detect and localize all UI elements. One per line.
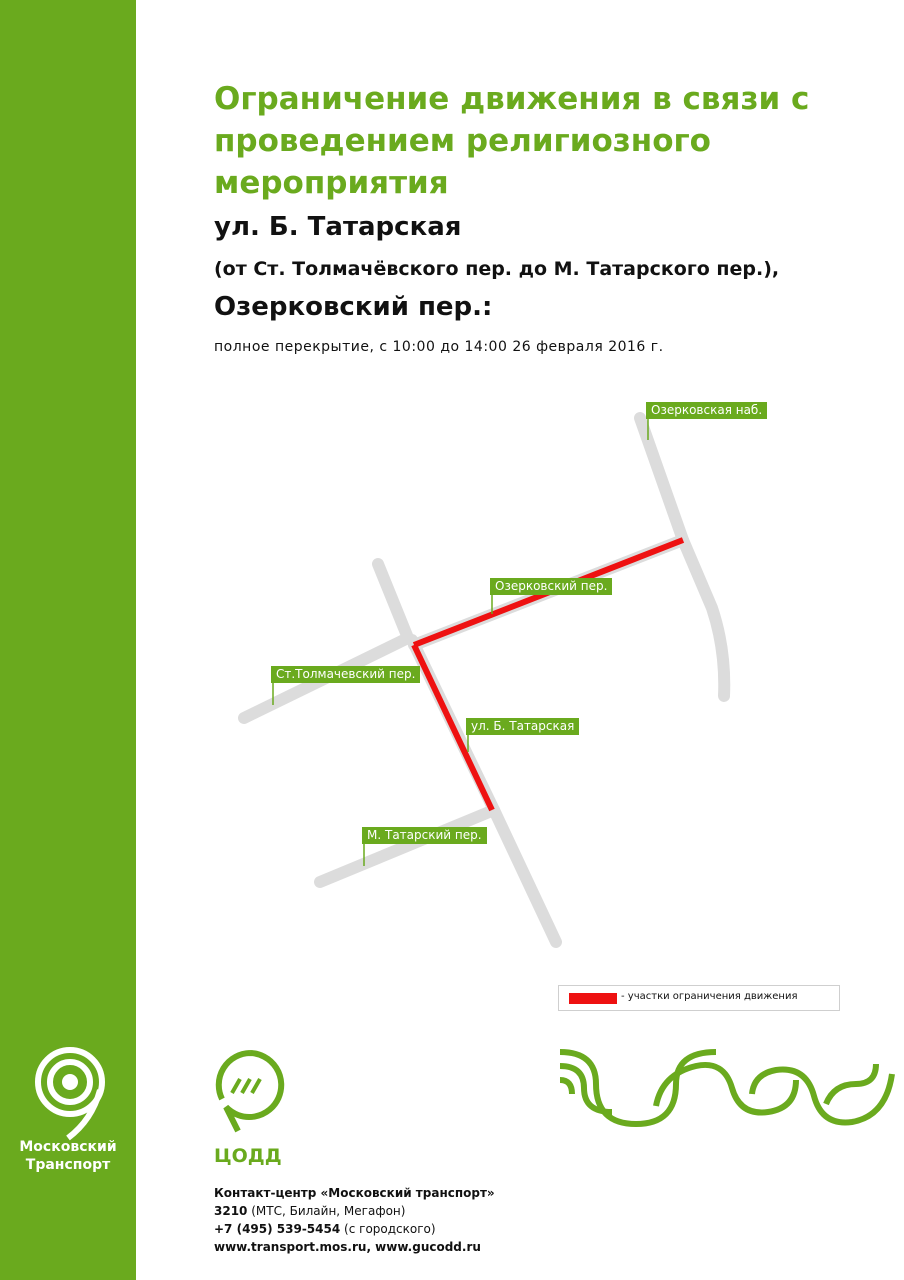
codd-text: ЦОДД — [214, 1145, 282, 1167]
page-title: Ограничение движения в связи с проведением религиозного мероприятия — [214, 81, 810, 201]
contact-short-number: 3210 — [214, 1204, 248, 1218]
contact-title: Контакт-центр «Московский транспорт» — [214, 1186, 495, 1200]
label-ozerkovsky-per: Озерковский пер. — [490, 578, 612, 595]
street-range: (от Ст. Толмачёвского пер. до М. Татарского пер.), — [214, 258, 780, 280]
contact-phone: +7 (495) 539-5454 — [214, 1222, 341, 1236]
contact-websites: www.transport.mos.ru, www.gucodd.ru — [214, 1240, 481, 1254]
label-ozerkovskaya-nab: Озерковская наб. — [646, 402, 767, 419]
road-m-tatarsky — [320, 810, 494, 882]
legend-text: - участки ограничения движения — [621, 991, 798, 1002]
contacts — [214, 1184, 495, 1256]
legend — [558, 985, 840, 1011]
contact-short-number-row — [214, 1202, 495, 1220]
label-st-tolmachevsky: Ст.Толмачевский пер. — [271, 666, 420, 683]
contact-short-number-note: (МТС, Билайн, Мегафон) — [251, 1204, 406, 1218]
label-m-tatarsky: М. Татарский пер. — [362, 827, 487, 844]
contact-phone-row — [214, 1220, 495, 1238]
label-b-tatarskaya: ул. Б. Татарская — [466, 718, 579, 735]
restriction-note: полное перекрытие, с 10:00 до 14:00 26 февраля 2016 г. — [214, 339, 664, 355]
decorative-waves-icon — [556, 1044, 896, 1134]
mt-line-1: Московский — [19, 1139, 117, 1155]
road-st-tolmachevsky — [244, 564, 408, 718]
street-ozerkovsky: Озерковский пер.: — [214, 292, 493, 322]
codd-logo-icon — [210, 1045, 290, 1145]
street-b-tatarskaya: ул. Б. Татарская — [214, 212, 462, 242]
legend-closure-swatch — [569, 993, 617, 1004]
mt-line-2: Транспорт — [25, 1157, 111, 1173]
contact-phone-note: (с городского) — [344, 1222, 436, 1236]
